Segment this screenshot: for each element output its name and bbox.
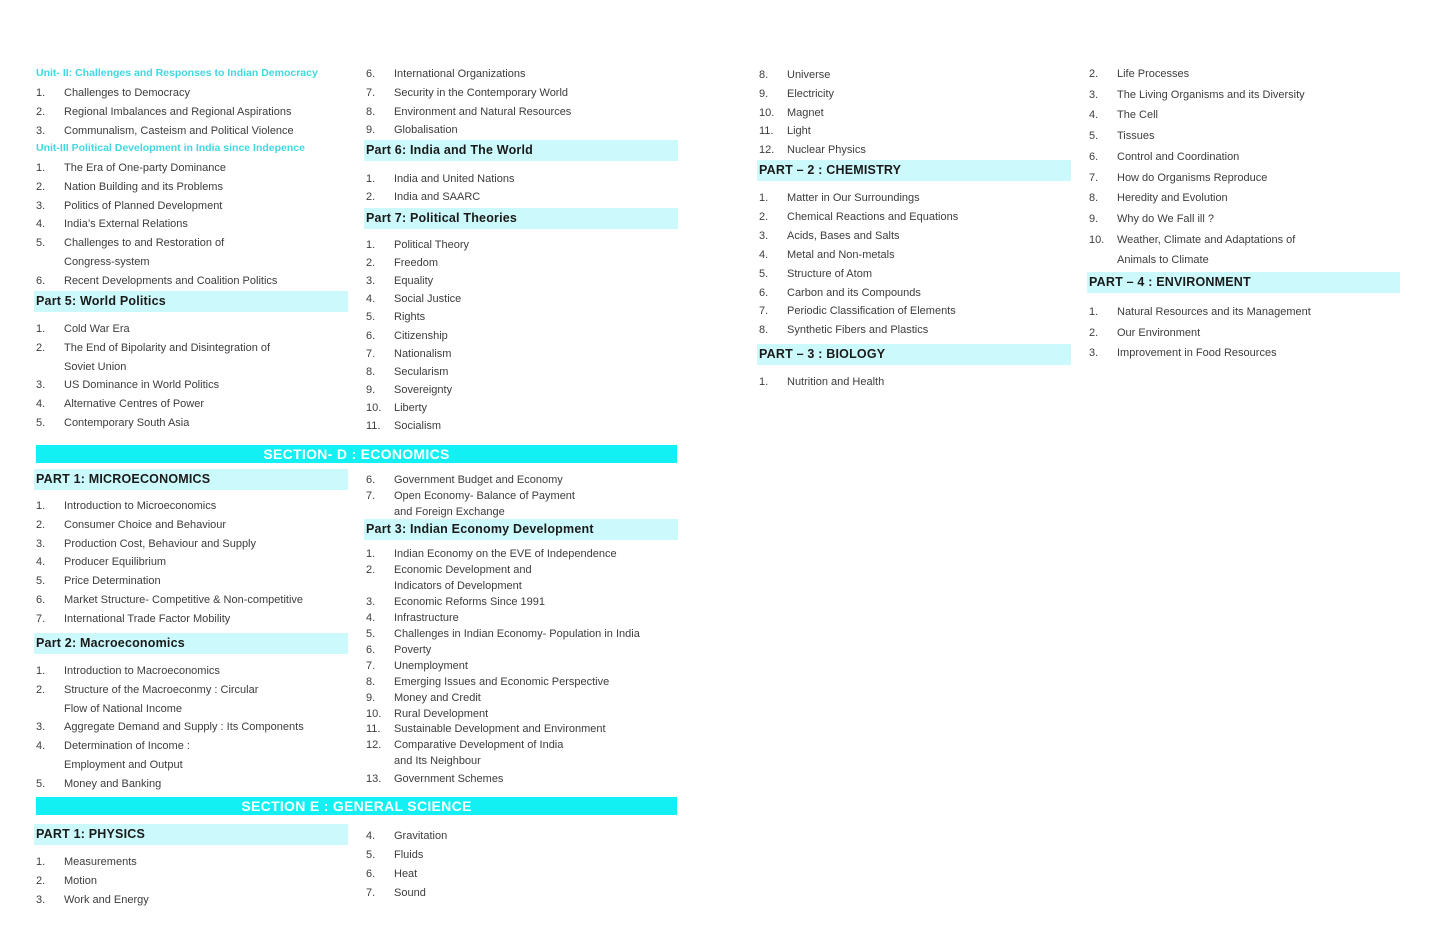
item-number: 4.: [36, 398, 46, 410]
item-text: How do Organisms Reproduce: [1117, 172, 1268, 184]
item-number: 5.: [36, 237, 46, 249]
part-7-header: Part 7: Political Theories: [364, 208, 678, 229]
item-text: Introduction to Macroeconomics: [64, 665, 220, 677]
item-text: Alternative Centres of Power: [64, 398, 205, 410]
item-text: Emerging Issues and Economic Perspective: [394, 676, 610, 688]
item-text: Metal and Non-metals: [787, 249, 895, 261]
item-number: 1.: [366, 173, 376, 185]
item-text: Economic Reforms Since 1991: [394, 596, 546, 608]
item-text: Sound: [394, 887, 426, 899]
item-number: 7.: [366, 87, 376, 99]
item-number: 4.: [36, 740, 46, 752]
item-number: 9.: [366, 124, 376, 136]
item-text: Secularism: [394, 366, 449, 378]
item-text: Weather, Climate and Adaptations of: [1117, 234, 1296, 246]
item-number: 4.: [36, 218, 46, 230]
item-number: 2.: [366, 564, 376, 576]
item-number: 13.: [366, 773, 382, 785]
item-number: 7.: [759, 305, 769, 317]
item-number: 10.: [1089, 234, 1105, 246]
item-number: 1.: [759, 192, 769, 204]
item-number: 9.: [366, 692, 376, 704]
item-number: 6.: [366, 474, 376, 486]
item-text: Challenges to Democracy: [64, 87, 190, 99]
item-number: 1.: [36, 87, 46, 99]
item-text: Chemical Reactions and Equations: [787, 211, 959, 223]
item-text: Cold War Era: [64, 323, 130, 335]
unit-3-title: Unit-III Political Development in India since Indepence: [36, 142, 305, 154]
item-number: 2.: [36, 342, 46, 354]
item-number: 4.: [36, 556, 46, 568]
item-number: 3.: [36, 894, 46, 906]
macroeconomics-header: Part 2: Macroeconomics: [34, 633, 348, 654]
item-number: 3.: [366, 275, 376, 287]
item-number: 3.: [1089, 89, 1099, 101]
item-text: Money and Credit: [394, 692, 481, 704]
item-text: Producer Equilibrium: [64, 556, 167, 568]
item-number: 6.: [1089, 151, 1099, 163]
item-number: 6.: [759, 287, 769, 299]
item-number: 9.: [759, 88, 769, 100]
item-text: Open Economy- Balance of Payment: [394, 490, 575, 502]
item-text: Unemployment: [394, 660, 468, 672]
item-text: Synthetic Fibers and Plastics: [787, 324, 929, 336]
part-5-header: Part 5: World Politics: [34, 291, 348, 312]
item-text: Socialism: [394, 420, 442, 432]
item-number: 1.: [36, 500, 46, 512]
item-number: 7.: [1089, 172, 1099, 184]
item-text: Equality: [394, 275, 434, 287]
item-text: Control and Coordination: [1117, 151, 1240, 163]
item-number: 8.: [759, 324, 769, 336]
item-text: Market Structure- Competitive & Non-competitive: [64, 594, 304, 606]
item-text: Poverty: [394, 644, 432, 656]
item-number: 4.: [366, 830, 376, 842]
item-number: 10.: [759, 107, 775, 119]
item-text: Gravitation: [394, 830, 448, 842]
item-text: Globalisation: [394, 124, 458, 136]
item-number: 2.: [36, 106, 46, 118]
item-text: International Trade Factor Mobility: [64, 613, 231, 625]
item-text: Matter in Our Surroundings: [787, 192, 920, 204]
item-text: Structure of Atom: [787, 268, 872, 280]
item-number: 3.: [36, 379, 46, 391]
item-number: 1.: [36, 162, 46, 174]
item-text: Price Determination: [64, 575, 161, 587]
item-text: Recent Developments and Coalition Politics: [64, 275, 278, 287]
item-number: 2.: [1089, 68, 1099, 80]
item-number: 3.: [1089, 347, 1099, 359]
item-text: Determination of Income :: [64, 740, 190, 752]
item-text: Government Budget and Economy: [394, 474, 563, 486]
item-number: 11.: [366, 723, 381, 735]
item-text: Improvement in Food Resources: [1117, 347, 1277, 359]
item-number: 3.: [366, 596, 376, 608]
item-number: 1.: [36, 856, 46, 868]
item-text: Consumer Choice and Behaviour: [64, 519, 227, 531]
item-text: Regional Imbalances and Regional Aspirations: [64, 106, 292, 118]
item-text: Light: [787, 125, 811, 137]
item-text: Soviet Union: [64, 361, 127, 373]
item-text: Tissues: [1117, 130, 1155, 142]
item-number: 3.: [36, 538, 46, 550]
item-number: 1.: [366, 548, 376, 560]
item-text: Nationalism: [394, 348, 452, 360]
item-text: Freedom: [394, 257, 439, 269]
item-number: 2.: [759, 211, 769, 223]
item-text: Electricity: [787, 88, 835, 100]
item-number: 4.: [366, 293, 376, 305]
item-number: 5.: [1089, 130, 1099, 142]
item-text: Indicators of Development: [394, 580, 522, 592]
item-text: The Cell: [1117, 109, 1158, 121]
item-number: 2.: [366, 191, 376, 203]
item-number: 5.: [36, 417, 46, 429]
item-number: 1.: [36, 665, 46, 677]
item-number: 5.: [366, 628, 376, 640]
item-number: 6.: [36, 275, 46, 287]
item-text: Flow of National Income: [64, 703, 182, 715]
item-text: The Era of One-party Dominance: [64, 162, 227, 174]
item-text: Environment and Natural Resources: [394, 106, 572, 118]
item-text: Our Environment: [1117, 327, 1201, 339]
item-text: Rights: [394, 311, 426, 323]
item-text: Contemporary South Asia: [64, 417, 190, 429]
item-text: International Organizations: [394, 68, 526, 80]
item-number: 11.: [759, 125, 774, 137]
item-text: Introduction to Microeconomics: [64, 500, 217, 512]
item-text: Acids, Bases and Salts: [787, 230, 900, 242]
item-text: Why do We Fall ill ?: [1117, 213, 1214, 225]
item-text: Work and Energy: [64, 894, 149, 906]
item-text: Politics of Planned Development: [64, 200, 223, 212]
item-text: Measurements: [64, 856, 137, 868]
item-text: Sustainable Development and Environment: [394, 723, 606, 735]
item-number: 2.: [36, 519, 46, 531]
item-number: 2.: [36, 684, 46, 696]
item-number: 1.: [36, 323, 46, 335]
item-text: Money and Banking: [64, 778, 162, 790]
item-text: Universe: [787, 69, 831, 81]
item-number: 9.: [1089, 213, 1099, 225]
item-number: 5.: [366, 311, 376, 323]
item-number: 1.: [759, 376, 769, 388]
item-text: Communalism, Casteism and Political Violence: [64, 125, 294, 137]
item-number: 7.: [366, 490, 376, 502]
unit-2-title: Unit- II: Challenges and Responses to Indian Democracy: [36, 67, 318, 79]
item-text: Carbon and its Compounds: [787, 287, 921, 299]
item-text: Infrastructure: [394, 612, 459, 624]
microeconomics-header: PART 1: MICROECONOMICS: [34, 469, 348, 490]
item-number: 6.: [366, 644, 376, 656]
item-text: Fluids: [394, 849, 424, 861]
item-text: India’s External Relations: [64, 218, 188, 230]
item-text: Heat: [394, 868, 418, 880]
item-text: India and SAARC: [394, 191, 481, 203]
item-number: 9.: [366, 384, 376, 396]
indian-economy-header: Part 3: Indian Economy Development: [364, 519, 678, 540]
item-number: 7.: [366, 348, 376, 360]
environment-header: PART – 4 : ENVIRONMENT: [1087, 272, 1400, 293]
item-text: Structure of the Macroeconmy : Circular: [64, 684, 259, 696]
item-text: Nuclear Physics: [787, 144, 866, 156]
chemistry-header: PART – 2 : CHEMISTRY: [757, 160, 1071, 181]
section-d-banner: SECTION- D : ECONOMICS: [36, 445, 677, 463]
item-number: 12.: [366, 739, 382, 751]
item-number: 3.: [759, 230, 769, 242]
item-number: 2.: [1089, 327, 1099, 339]
item-number: 5.: [36, 778, 46, 790]
item-number: 4.: [1089, 109, 1099, 121]
item-number: 8.: [366, 106, 376, 118]
item-number: 8.: [759, 69, 769, 81]
item-text: and Its Neighbour: [394, 755, 481, 767]
item-number: 7.: [36, 613, 46, 625]
item-text: Natural Resources and its Management: [1117, 306, 1311, 318]
item-text: Magnet: [787, 107, 824, 119]
item-text: Motion: [64, 875, 98, 887]
item-number: 8.: [1089, 192, 1099, 204]
item-text: The End of Bipolarity and Disintegration of: [64, 342, 271, 354]
item-number: 5.: [366, 849, 376, 861]
item-text: Challenges in Indian Economy- Population in India: [394, 628, 640, 640]
item-text: Production Cost, Behaviour and Supply: [64, 538, 257, 550]
item-number: 4.: [366, 612, 376, 624]
item-number: 6.: [36, 594, 46, 606]
item-number: 6.: [366, 330, 376, 342]
item-number: 2.: [36, 181, 46, 193]
item-text: Heredity and Evolution: [1117, 192, 1228, 204]
item-text: Citizenship: [394, 330, 448, 342]
item-text: Social Justice: [394, 293, 462, 305]
item-number: 5.: [759, 268, 769, 280]
part-6-header: Part 6: India and The World: [364, 140, 678, 161]
item-number: 2.: [366, 257, 376, 269]
item-text: Economic Development and: [394, 564, 532, 576]
item-number: 11.: [366, 420, 381, 432]
item-text: Security in the Contemporary World: [394, 87, 569, 99]
item-text: Government Schemes: [394, 773, 504, 785]
item-text: The Living Organisms and its Diversity: [1117, 89, 1305, 101]
item-text: Periodic Classification of Elements: [787, 305, 956, 317]
item-number: 7.: [366, 887, 376, 899]
item-text: US Dominance in World Politics: [64, 379, 220, 391]
item-text: Political Theory: [394, 239, 469, 251]
item-text: Nation Building and its Problems: [64, 181, 223, 193]
item-number: 6.: [366, 68, 376, 80]
item-text: Life Processes: [1117, 68, 1190, 80]
item-number: 2.: [36, 875, 46, 887]
item-number: 7.: [366, 660, 376, 672]
item-text: Sovereignty: [394, 384, 453, 396]
item-number: 1.: [1089, 306, 1099, 318]
item-text: Aggregate Demand and Supply : Its Components: [64, 721, 304, 733]
item-number: 1.: [366, 239, 376, 251]
item-text: Rural Development: [394, 708, 489, 720]
item-number: 8.: [366, 676, 376, 688]
item-text: Nutrition and Health: [787, 376, 885, 388]
item-text: Indian Economy on the EVE of Independence: [394, 548, 617, 560]
item-number: 4.: [759, 249, 769, 261]
biology-header: PART – 3 : BIOLOGY: [757, 344, 1071, 365]
item-number: 5.: [36, 575, 46, 587]
item-text: Comparative Development of India: [394, 739, 564, 751]
item-text: Employment and Output: [64, 759, 183, 771]
item-text: Animals to Climate: [1117, 254, 1209, 266]
item-number: 12.: [759, 144, 775, 156]
item-number: 10.: [366, 708, 382, 720]
item-number: 8.: [366, 366, 376, 378]
item-text: India and United Nations: [394, 173, 515, 185]
physics-header: PART 1: PHYSICS: [34, 824, 348, 845]
item-number: 3.: [36, 721, 46, 733]
item-text: Congress-system: [64, 256, 150, 268]
item-text: and Foreign Exchange: [394, 506, 505, 518]
item-number: 3.: [36, 125, 46, 137]
item-number: 6.: [366, 868, 376, 880]
item-text: Challenges to and Restoration of: [64, 237, 225, 249]
item-number: 10.: [366, 402, 382, 414]
item-number: 3.: [36, 200, 46, 212]
item-text: Liberty: [394, 402, 428, 414]
section-e-banner: SECTION E : GENERAL SCIENCE: [36, 797, 677, 815]
